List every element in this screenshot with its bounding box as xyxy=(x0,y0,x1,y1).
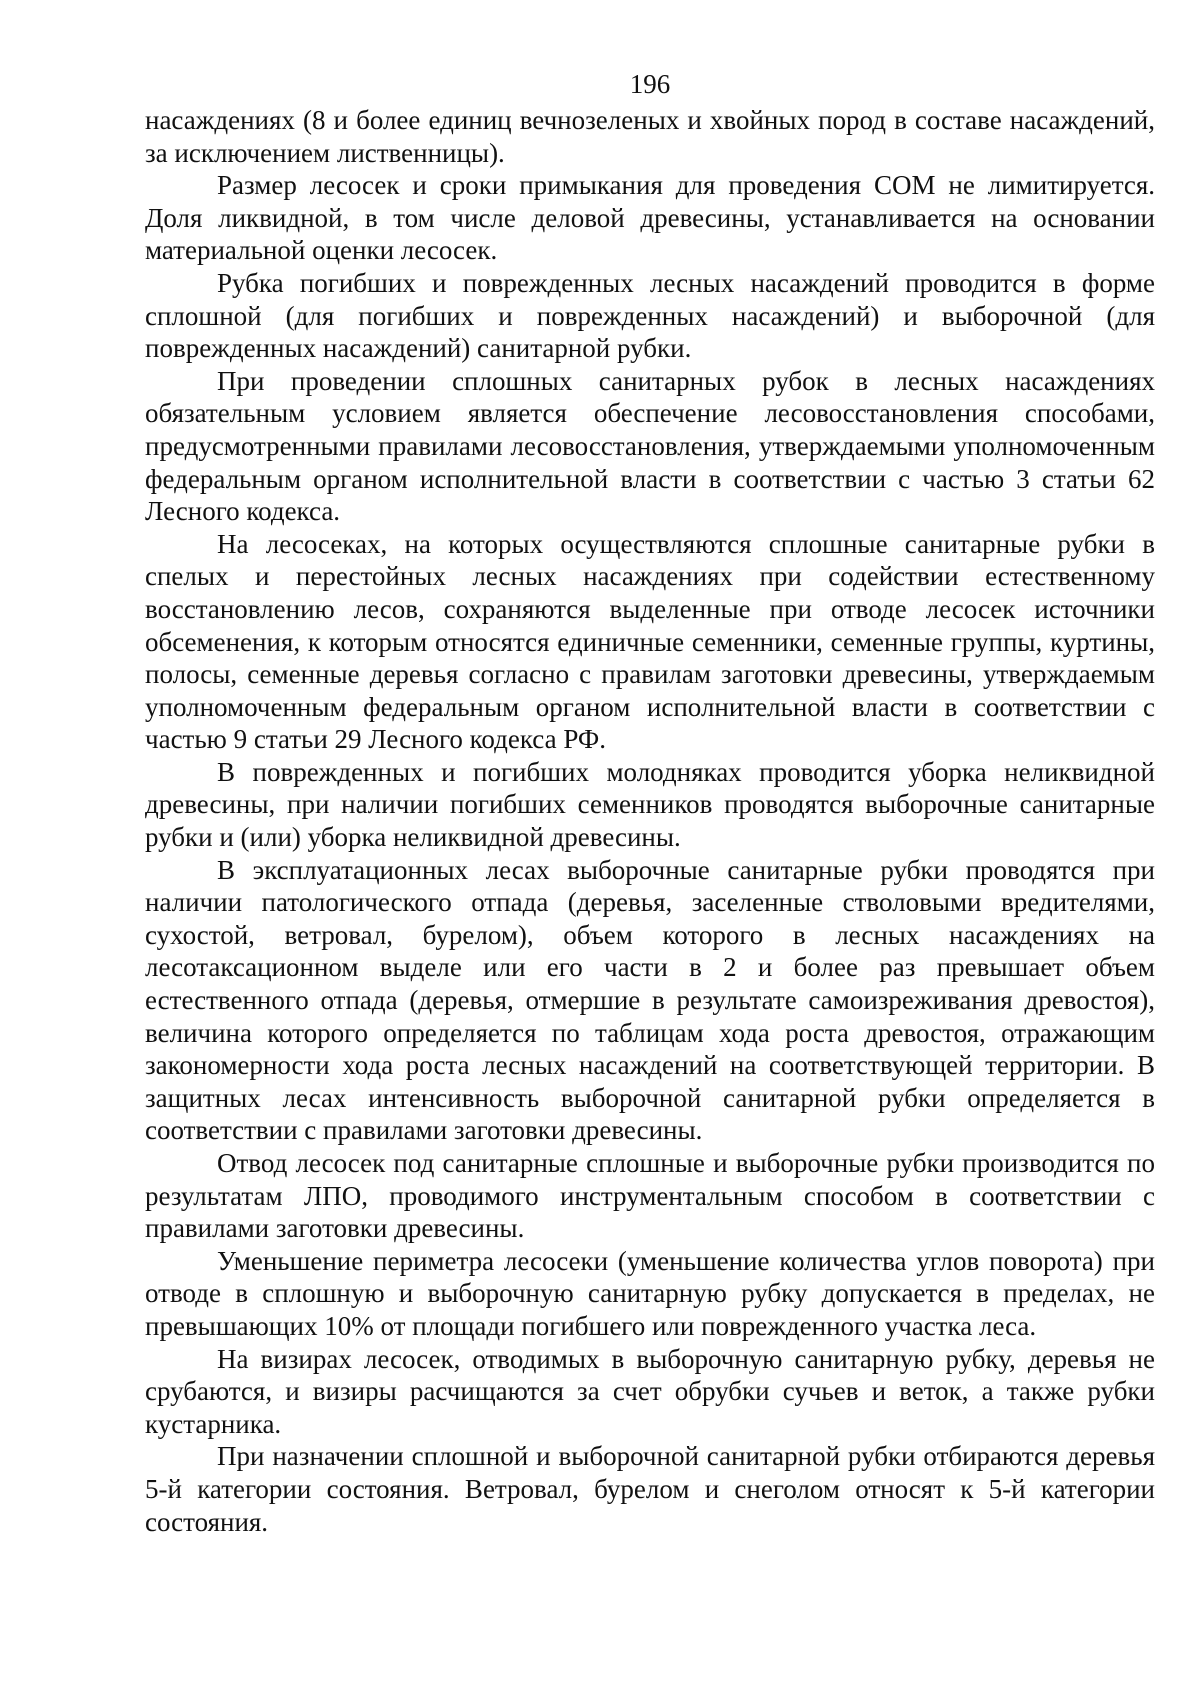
paragraph-continuation: насаждениях (8 и более единиц вечнозеленых и хвойных пород в составе насаждений, за исключением лиственницы). xyxy=(145,105,1155,168)
paragraph-reforestation-condition: При проведении сплошных санитарных рубок в лесных насаждениях обязательным условием является обеспечение лесовосстановления способами, предусмотренными правилами лесовосстановления, утверждаемыми уполномоченным федеральным органом исполнительной власти в соответствии с частью 3 статьи 62 Лесного кодекса. xyxy=(145,365,1155,527)
paragraph-perimeter-reduction: Уменьшение периметра лесосеки (уменьшение количества углов поворота) при отводе в сплошную и выборочную санитарную рубку допускается в пределах, не превышающих 10% от площади погибшего или поврежденного участка леса. xyxy=(145,1245,1155,1341)
paragraph-seed-sources: На лесосеках, на которых осуществляются сплошные санитарные рубки в спелых и перестойных лесных насаждениях при содействии естественному восстановлению лесов, сохраняются выделенные при отводе лесосек источники обсеменения, к которым относятся единичные семенники, семенные группы, куртины, полосы, семенные деревья согласно с правилам заготовки древесины, утверждаемым уполномоченным федеральным органом исполнительной власти в соответствии с частью 9 статьи 29 Лесного кодекса РФ. xyxy=(145,528,1155,755)
paragraph-felling-form: Рубка погибших и поврежденных лесных насаждений проводится в форме сплошной (для погибших и поврежденных насаждений) и выборочной (для поврежденных насаждений) санитарной рубки. xyxy=(145,267,1155,364)
paragraph-allotment: Отвод лесосек под санитарные сплошные и выборочные рубки производится по результатам ЛПО, проводимого инструментальным способом в соответствии с правилами заготовки древесины. xyxy=(145,1148,1155,1244)
paragraph-selective-felling: В эксплуатационных лесах выборочные санитарные рубки проводятся при наличии патологического отпада (деревья, заселенные стволовыми вредителями, сухостой, ветровал, бурелом), объем которого в лесных насаждениях на лесотаксационном выделе или его части в 2 и более раз превышает объем естественного отпада (деревья, отмершие в результате самоизреживания древостоя), величина которого определяется по таблицам хода роста древостоя, отражающим закономерности хода роста лесных насаждений на соответствующей территории. В защитных лесах интенсивность выборочной санитарной рубки определяется в соответствии с правилами заготовки древесины. xyxy=(145,854,1155,1146)
paragraph-sight-lines: На визирах лесосек, отводимых в выборочную санитарную рубку, деревья не срубаются, и визиры расчищаются за счет обрубки сучьев и веток, а также рубки кустарника. xyxy=(145,1343,1155,1439)
paragraph-young-stands: В поврежденных и погибших молодняках проводится уборка неликвидной древесины, при наличии погибших семенников проводятся выборочные санитарные рубки и (или) уборка неликвидной древесины. xyxy=(145,756,1155,853)
paragraph-cutting-area-size: Размер лесосек и сроки примыкания для проведения СОМ не лимитируется. Доля ликвидной, в том числе деловой древесины, устанавливается на основании материальной оценки лесосек. xyxy=(145,170,1155,266)
page-number: 196 xyxy=(629,69,671,99)
paragraph-tree-selection: При назначении сплошной и выборочной санитарной рубки отбираются деревья 5-й категории состояния. Ветровал, бурелом и снеголом относят к 5-й категории состояния. xyxy=(145,1441,1155,1537)
document-page xyxy=(145,68,1155,1538)
